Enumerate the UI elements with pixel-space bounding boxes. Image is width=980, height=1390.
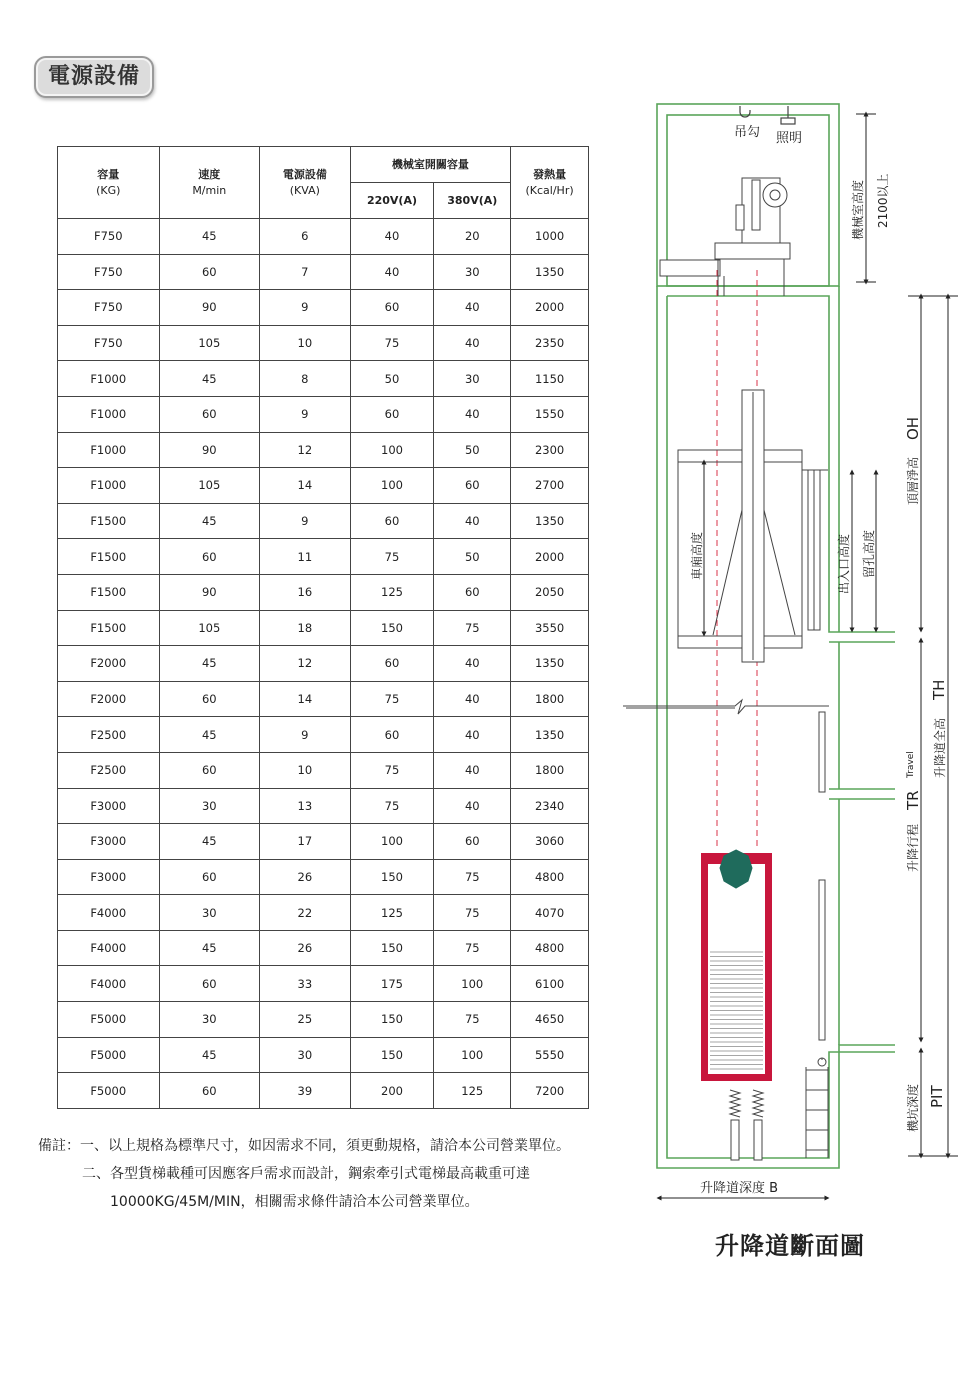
cell-capacity: F1000: [58, 468, 160, 504]
machine-room-height-value: 2100以上: [876, 173, 890, 228]
cell-power: 10: [260, 325, 351, 361]
break-line: [623, 700, 829, 714]
cell-capacity: F3000: [58, 859, 160, 895]
cell-amp-220v: 75: [350, 788, 434, 824]
cell-power: 22: [260, 895, 351, 931]
cell-capacity: F2000: [58, 681, 160, 717]
cell-speed: 45: [159, 824, 260, 860]
cell-heat: 5550: [511, 1037, 589, 1073]
cell-capacity: F3000: [58, 788, 160, 824]
cell-amp-220v: 150: [350, 1037, 434, 1073]
cell-power: 14: [260, 681, 351, 717]
table-row: [58, 254, 589, 290]
cell-heat: 1550: [511, 396, 589, 432]
cell-amp-380v: 100: [434, 1037, 511, 1073]
cell-heat: 6100: [511, 966, 589, 1002]
cell-power: 17: [260, 824, 351, 860]
cell-capacity: F2500: [58, 752, 160, 788]
cell-speed: 45: [159, 503, 260, 539]
note-line-1: 備註：一、以上規格為標準尺寸，如因需求不同，須更動規格，請洽本公司營業單位。: [38, 1138, 570, 1154]
table-row: [58, 646, 589, 682]
table-row: [58, 432, 589, 468]
cell-heat: 2000: [511, 539, 589, 575]
cell-amp-380v: 20: [434, 219, 511, 255]
cell-heat: 2340: [511, 788, 589, 824]
cell-power: 16: [260, 574, 351, 610]
cell-speed: 45: [159, 1037, 260, 1073]
cell-amp-220v: 100: [350, 468, 434, 504]
header-380v: 380V(A): [434, 183, 511, 219]
cell-heat: 2050: [511, 574, 589, 610]
header-speed: 速度 M/min: [159, 147, 260, 219]
cell-speed: 45: [159, 930, 260, 966]
cell-speed: 45: [159, 219, 260, 255]
cell-speed: 90: [159, 574, 260, 610]
cell-amp-380v: 75: [434, 1002, 511, 1038]
total-height-label: 升降道全高: [933, 717, 947, 778]
cell-speed: 60: [159, 1073, 260, 1109]
cell-speed: 30: [159, 895, 260, 931]
note-line-2: 二、各型貨梯載種可因應客戶需求而設計，鋼索牽引式電梯最高載重可達: [82, 1166, 530, 1182]
notes: [38, 1132, 618, 1216]
pit-buffers: [730, 1090, 763, 1160]
cell-amp-220v: 125: [350, 574, 434, 610]
total-height-code: TH: [930, 679, 948, 700]
cell-power: 33: [260, 966, 351, 1002]
cell-power: 13: [260, 788, 351, 824]
cell-amp-220v: 50: [350, 361, 434, 397]
cell-heat: 4070: [511, 895, 589, 931]
table-row: [58, 895, 589, 931]
cell-heat: 3550: [511, 610, 589, 646]
cell-amp-380v: 30: [434, 254, 511, 290]
cell-heat: 1350: [511, 503, 589, 539]
cell-heat: 2350: [511, 325, 589, 361]
table-row: [58, 824, 589, 860]
table-row: [58, 610, 589, 646]
entrance-height-label: 出入口高度: [837, 533, 851, 594]
cell-amp-380v: 40: [434, 788, 511, 824]
cell-heat: 2700: [511, 468, 589, 504]
shaft-depth-label: 升降道深度 B: [700, 1181, 779, 1196]
cell-capacity: F5000: [58, 1073, 160, 1109]
cell-amp-220v: 150: [350, 930, 434, 966]
overhead-label: 頂層淨高: [906, 456, 920, 505]
cell-amp-220v: 125: [350, 895, 434, 931]
cell-power: 11: [260, 539, 351, 575]
cell-amp-220v: 150: [350, 859, 434, 895]
cell-capacity: F1500: [58, 574, 160, 610]
cell-capacity: F1000: [58, 396, 160, 432]
cell-amp-380v: 40: [434, 717, 511, 753]
cell-speed: 60: [159, 859, 260, 895]
cell-amp-220v: 40: [350, 254, 434, 290]
cell-heat: 1350: [511, 717, 589, 753]
opening-height-label: 留孔高度: [862, 529, 876, 578]
cell-capacity: F4000: [58, 895, 160, 931]
cell-heat: 4650: [511, 1002, 589, 1038]
travel-label: 升降行程: [906, 823, 920, 872]
cell-amp-220v: 75: [350, 539, 434, 575]
cell-amp-380v: 50: [434, 432, 511, 468]
cell-capacity: F1500: [58, 503, 160, 539]
cell-power: 12: [260, 646, 351, 682]
note-line-3: 10000KG/45M/MIN，相關需求條件請洽本公司營業單位。: [110, 1194, 479, 1210]
cell-amp-220v: 75: [350, 752, 434, 788]
cell-amp-380v: 40: [434, 503, 511, 539]
elevator-car: [678, 390, 828, 662]
cell-heat: 4800: [511, 859, 589, 895]
cell-speed: 60: [159, 752, 260, 788]
cell-heat: 2300: [511, 432, 589, 468]
cell-capacity: F3000: [58, 824, 160, 860]
cell-power: 26: [260, 859, 351, 895]
cell-amp-380v: 60: [434, 824, 511, 860]
cell-amp-380v: 100: [434, 966, 511, 1002]
cell-speed: 60: [159, 681, 260, 717]
cell-capacity: F2000: [58, 646, 160, 682]
table-row: [58, 219, 589, 255]
table-row: [58, 1002, 589, 1038]
cell-amp-380v: 60: [434, 468, 511, 504]
table-row: [58, 361, 589, 397]
cell-amp-380v: 40: [434, 290, 511, 326]
cell-heat: 1800: [511, 681, 589, 717]
cell-capacity: F1000: [58, 432, 160, 468]
cell-amp-380v: 60: [434, 574, 511, 610]
cell-amp-220v: 150: [350, 1002, 434, 1038]
cell-capacity: F2500: [58, 717, 160, 753]
cell-speed: 60: [159, 396, 260, 432]
cell-heat: 2000: [511, 290, 589, 326]
cell-power: 6: [260, 219, 351, 255]
cell-power: 26: [260, 930, 351, 966]
section-title-badge: 電源設備: [34, 56, 154, 98]
cell-power: 10: [260, 752, 351, 788]
cell-capacity: F1500: [58, 610, 160, 646]
cell-power: 25: [260, 1002, 351, 1038]
cell-power: 9: [260, 503, 351, 539]
cell-amp-380v: 75: [434, 895, 511, 931]
cell-heat: 1800: [511, 752, 589, 788]
traction-machine: [660, 178, 790, 296]
cell-capacity: F750: [58, 290, 160, 326]
cell-power: 30: [260, 1037, 351, 1073]
cell-heat: 7200: [511, 1073, 589, 1109]
cell-amp-220v: 60: [350, 290, 434, 326]
cell-amp-380v: 40: [434, 681, 511, 717]
cell-amp-380v: 50: [434, 539, 511, 575]
cell-power: 14: [260, 468, 351, 504]
cell-capacity: F1500: [58, 539, 160, 575]
hoistway-section-diagram: [600, 96, 980, 1206]
cell-capacity: F1000: [58, 361, 160, 397]
power-spec-table: [57, 146, 589, 1109]
header-switch-capacity: 機械室開關容量: [350, 147, 511, 183]
car-height-label: 車廂高度: [690, 531, 704, 580]
cell-speed: 60: [159, 254, 260, 290]
cell-amp-380v: 75: [434, 610, 511, 646]
travel-code: TR: [904, 790, 922, 810]
table-row: [58, 396, 589, 432]
cell-amp-220v: 60: [350, 717, 434, 753]
cell-capacity: F5000: [58, 1037, 160, 1073]
pit-ladder: [806, 1058, 828, 1158]
cell-amp-220v: 100: [350, 432, 434, 468]
cell-capacity: F5000: [58, 1002, 160, 1038]
cell-capacity: F750: [58, 325, 160, 361]
cell-amp-220v: 200: [350, 1073, 434, 1109]
cell-amp-380v: 40: [434, 752, 511, 788]
header-heat: 發熱量 (Kcal/Hr): [511, 147, 589, 219]
cell-amp-380v: 40: [434, 396, 511, 432]
table-row: [58, 539, 589, 575]
table-row: [58, 325, 589, 361]
cell-amp-380v: 40: [434, 325, 511, 361]
table-row: [58, 966, 589, 1002]
cell-speed: 30: [159, 788, 260, 824]
cell-speed: 45: [159, 361, 260, 397]
cell-amp-220v: 60: [350, 503, 434, 539]
travel-en-label: Travel: [906, 751, 916, 778]
table-row: [58, 1073, 589, 1109]
cell-capacity: F750: [58, 254, 160, 290]
cell-heat: 3060: [511, 824, 589, 860]
cell-capacity: F4000: [58, 930, 160, 966]
cell-power: 39: [260, 1073, 351, 1109]
diagram-title: 升降道斷面圖: [715, 1232, 865, 1260]
cell-speed: 45: [159, 646, 260, 682]
cell-amp-380v: 75: [434, 859, 511, 895]
table-row: [58, 1037, 589, 1073]
header-capacity: 容量 (KG): [58, 147, 160, 219]
cell-power: 18: [260, 610, 351, 646]
overhead-code: OH: [904, 416, 922, 440]
table-row: [58, 503, 589, 539]
table-row: [58, 717, 589, 753]
table-row: [58, 574, 589, 610]
cell-amp-380v: 30: [434, 361, 511, 397]
table-row: [58, 788, 589, 824]
cell-amp-220v: 40: [350, 219, 434, 255]
header-power: 電源設備 (KVA): [260, 147, 351, 219]
pit-depth-label: 機坑深度: [906, 1083, 920, 1132]
cell-amp-220v: 100: [350, 824, 434, 860]
cell-speed: 105: [159, 610, 260, 646]
cell-speed: 90: [159, 290, 260, 326]
cell-heat: 4800: [511, 930, 589, 966]
pit-code: PIT: [928, 1085, 946, 1108]
machine-room-height-label: 機械室高度: [851, 179, 865, 240]
cell-speed: 105: [159, 468, 260, 504]
table-row: [58, 681, 589, 717]
cell-amp-220v: 60: [350, 646, 434, 682]
landing-doors: [819, 712, 825, 1060]
cell-amp-220v: 75: [350, 681, 434, 717]
cell-capacity: F750: [58, 219, 160, 255]
lighting-label: 照明: [776, 131, 803, 146]
cell-capacity: F4000: [58, 966, 160, 1002]
cell-amp-220v: 75: [350, 325, 434, 361]
hook-label: 吊勾: [734, 125, 761, 140]
cell-speed: 105: [159, 325, 260, 361]
cell-amp-220v: 150: [350, 610, 434, 646]
cell-amp-220v: 60: [350, 396, 434, 432]
table-row: [58, 859, 589, 895]
cell-amp-380v: 75: [434, 930, 511, 966]
table-row: [58, 468, 589, 504]
cell-power: 8: [260, 361, 351, 397]
cell-speed: 90: [159, 432, 260, 468]
header-220v: 220V(A): [350, 183, 434, 219]
cell-speed: 60: [159, 966, 260, 1002]
cell-power: 12: [260, 432, 351, 468]
cell-heat: 1150: [511, 361, 589, 397]
cell-power: 9: [260, 396, 351, 432]
cell-amp-380v: 40: [434, 646, 511, 682]
table-row: [58, 290, 589, 326]
cell-power: 9: [260, 717, 351, 753]
cell-speed: 45: [159, 717, 260, 753]
table-row: [58, 752, 589, 788]
cell-power: 9: [260, 290, 351, 326]
cell-heat: 1000: [511, 219, 589, 255]
cell-amp-380v: 125: [434, 1073, 511, 1109]
cell-speed: 30: [159, 1002, 260, 1038]
table-row: [58, 930, 589, 966]
cell-speed: 60: [159, 539, 260, 575]
cell-power: 7: [260, 254, 351, 290]
cell-amp-220v: 175: [350, 966, 434, 1002]
cell-heat: 1350: [511, 646, 589, 682]
cell-heat: 1350: [511, 254, 589, 290]
